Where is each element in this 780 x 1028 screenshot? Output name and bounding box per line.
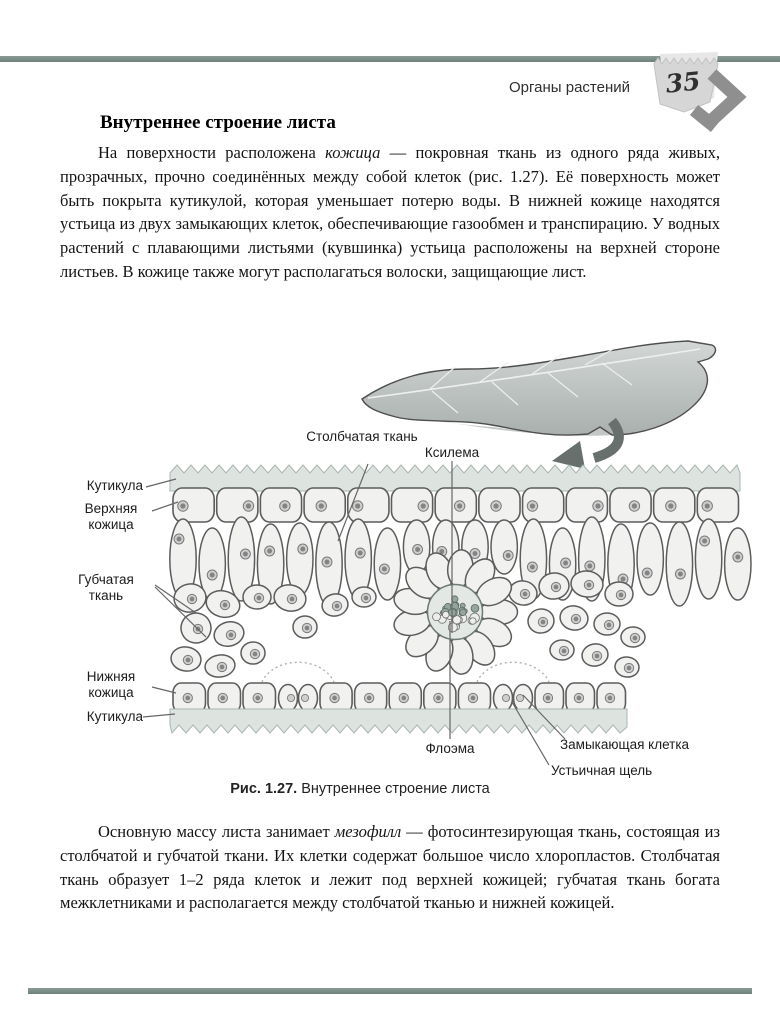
bottom-rule [28, 988, 752, 994]
paragraph2-rest: — фотосинтезирующая ткань, состоящая из столбчатой и губчатой ткани. Их клетки содержат большое число хлоропластов. Столбчатая ткань образует 1–2 ряда клеток и лежит под верхней кожицей; губчатая ткань богата межклетниками и располагается между столбчатой тканью и нижней кожицей. [60, 822, 720, 913]
paragraph-2 [60, 820, 720, 915]
label-guard-cell: Замыкающая клетка [560, 737, 690, 752]
figure-leaf-structure [0, 335, 780, 805]
figure-caption-text: Внутреннее строение листа [301, 781, 490, 797]
paragraph2-term: мезофилл [334, 822, 402, 841]
label-cuticle-bottom: Кутикула [86, 709, 143, 724]
label-lower-epidermis: Нижняя кожица [86, 669, 136, 700]
section-heading: Внутреннее строение листа [100, 112, 336, 133]
label-stomatal-slit: Устьичная щель [551, 763, 653, 778]
label-phloem: Флоэма [425, 741, 475, 756]
label-upper-epidermis: Верхняя кожица [84, 501, 138, 532]
running-head: Органы растений [509, 79, 630, 96]
paragraph1-term: кожица [325, 143, 381, 162]
page-number-tab [640, 52, 765, 152]
leaf-cross-section-illustration [0, 335, 780, 805]
label-spongy-tissue: Губчатая ткань [78, 572, 134, 603]
paragraph-1 [60, 141, 720, 284]
label-xylem: Ксилема [424, 445, 480, 460]
label-cuticle-top: Кутикула [86, 478, 143, 493]
page-number: 35 [664, 66, 702, 99]
figure-caption [0, 781, 720, 797]
paragraph1-rest: — покровная ткань из одного ряда живых, прозрачных, прочно соединённых между собой клеток (рис. 1.27). Её поверхность может быть покрыта кутикулой, которая уменьшает потерю воды. В нижней кожице находятся устьица из двух замыкающих клеток, обеспечивающие газообмен и транспирацию. У водных растений с плавающими листьями (кувшинка) устьица расположены на верхней стороне листьев. В кожице также могут располагаться волоски, защищающие лист. [60, 143, 721, 281]
figure-caption-number: Рис. 1.27. [230, 781, 298, 797]
paragraph2-lead: Основную массу листа занимает [98, 822, 335, 841]
paragraph1-lead: На поверхности расположена [98, 143, 326, 162]
label-palisade-tissue: Столбчатая ткань [306, 429, 418, 444]
